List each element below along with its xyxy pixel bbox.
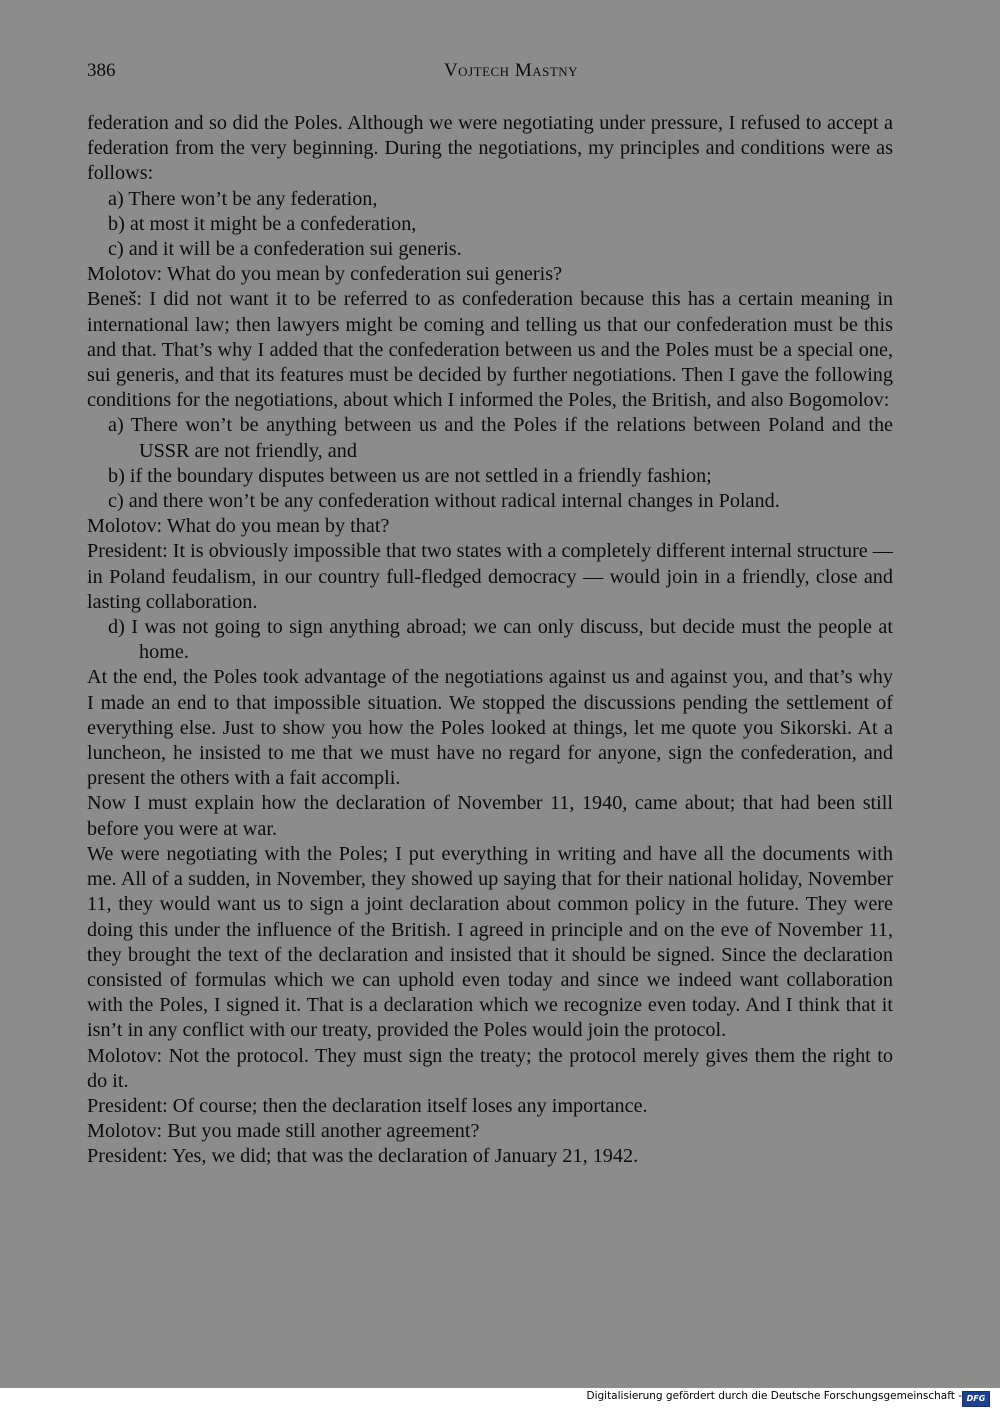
paragraph: Molotov: What do you mean by that? (87, 515, 390, 538)
dfg-logo-icon: DFG (962, 1391, 990, 1407)
list-item: d) I was not going to sign anything abroad; we can only discuss, but decide must the people at home. (108, 616, 893, 664)
running-head: Vojtech Mastny (443, 60, 579, 81)
paragraph: President: It is obviously impossible that two states with a completely different internal structure — in Poland feudalism, in our country full-fledged democracy — would join in a friendly, close and lasting collaboration. (87, 540, 893, 613)
list-item: c) and it will be a confederation sui generis. (108, 238, 462, 261)
body-text (87, 111, 893, 1170)
list-item: a) There won’t be anything between us and the Poles if the relations between Poland and the USSR are not friendly, and (108, 414, 893, 462)
paragraph: At the end, the Poles took advantage of the negotiations against us and against you, and that’s why I made an end to that impossible situation. We stopped the discussions pending the settlement of everything else. Just to show you how the Poles looked at things, let me quote you Sikorski. At a luncheon, he insisted to me that we must have no regard for anyone, sign the confederation, and present the others with a fait accompli. (87, 666, 893, 790)
list-item: b) if the boundary disputes between us are not settled in a friendly fashion; (108, 464, 712, 487)
paragraph: President: Yes, we did; that was the declaration of January 21, 1942. (87, 1145, 639, 1168)
list-item: b) at most it might be a confederation, (108, 212, 417, 235)
paragraph: Molotov: Not the protocol. They must sign the treaty; the protocol merely gives them the right to do it. (87, 1044, 893, 1092)
page-header (87, 60, 890, 86)
paragraph: President: Of course; then the declaration itself loses any importance. (87, 1094, 648, 1117)
page-number: 386 (87, 60, 116, 81)
paragraph: We were negotiating with the Poles; I put everything in writing and have all the documents with me. All of a sudden, in November, they showed up saying that for their national holiday, November 11, they would want us to sign a joint declaration about common policy in the future. They were doing this under the influence of the British. I agreed in principle and on the eve of November 11, they brought the text of the declaration and insisted that it should be signed. Since the declaration consisted of formulas which we can uphold even today and since we indeed want collaboration with the Poles, I signed it. That is a declaration which we recognize even today. And I think that it isn’t in any conflict with our treaty, provided the Poles would join the protocol. (87, 842, 893, 1042)
digitization-credit: Digitalisierung gefördert durch die Deutsche Forschungsgemeinschaft - (586, 1390, 962, 1402)
paragraph: Molotov: What do you mean by confederation sui generis? (87, 263, 563, 286)
paragraph: Now I must explain how the declaration of November 11, 1940, came about; that had been still before you were at war. (87, 792, 893, 840)
paragraph: federation and so did the Poles. Although we were negotiating under pressure, I refused to accept a federation from the very beginning. During the negotiations, my principles and conditions were as follows: (87, 112, 893, 185)
list-item: c) and there won’t be any confederation without radical internal changes in Poland. (108, 490, 780, 513)
list-item: a) There won’t be any federation, (108, 187, 378, 210)
footer (0, 1388, 1000, 1409)
paragraph: Molotov: But you made still another agreement? (87, 1120, 480, 1143)
paragraph: Beneš: I did not want it to be referred to as confederation because this has a certain meaning in international law; then lawyers might be coming and telling us that our confederation must be this and that. That’s why I added that the confederation between us and the Poles must be a special one, sui generis, and that its features must be decided by further negotiations. Then I gave the following conditions for the negotiations, about which I informed the Poles, the British, and also Bogomolov: (87, 288, 893, 412)
